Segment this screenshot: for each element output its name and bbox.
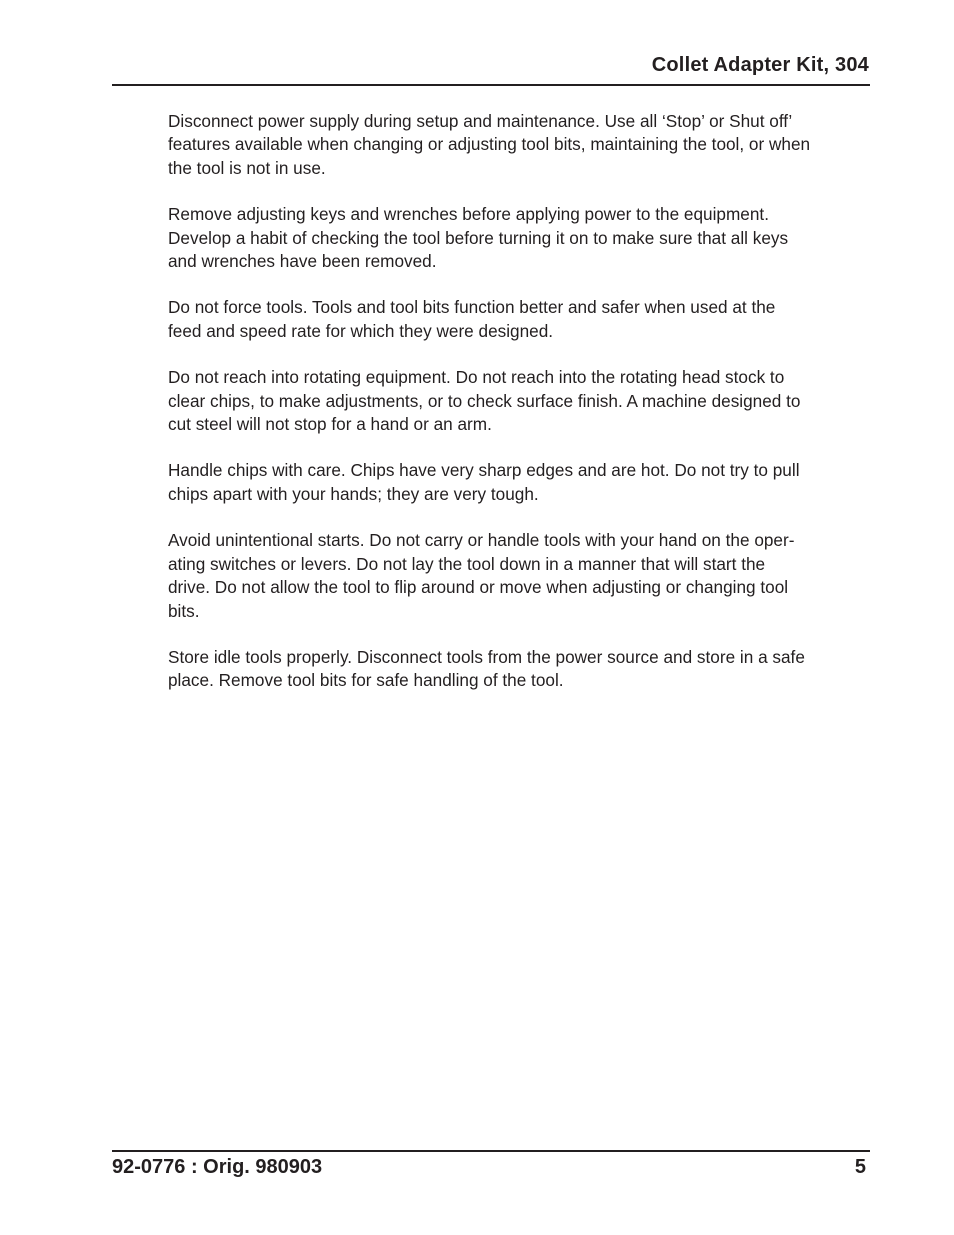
header-rule [112,84,870,86]
paragraph-store-idle-tools: Store idle tools properly. Disconnect tools from the power source and store in a safe place. Remove tool bits for safe handling of the tool. [168,646,805,691]
paragraph-handle-chips: Handle chips with care. Chips have very sharp edges and are hot. Do not try to pull chips apart with your hands; they are very tough. [168,460,800,504]
paragraph-remove-keys: Remove adjusting keys and wrenches before applying power to the equipment. Develop a habit of checking the tool before turning it on to make sure that all keys and wrenches have been removed. [168,204,789,272]
paragraph-unintentional-starts: Avoid unintentional starts. Do not carry or handle tools with your hand on the oper- ating switches or levers. Do not lay the tool down in a manner that will start the drive. Do not allow the tool to flip around or move when adjusting or changing tool bits. [168,530,795,621]
document-id: 92-0776 : Orig. 980903 [112,1156,323,1178]
paragraph-disconnect-power: Disconnect power supply during setup and maintenance. Use all ‘Stop’ or Shut off’ features available when changing or adjusting tool bits, maintaining the tool, or when the tool is not in use. [168,111,811,178]
page-number: 5 [854,1156,866,1178]
paragraph-rotating-equipment: Do not reach into rotating equipment. Do not reach into the rotating head stock to clear chips, to make adjustments, or to check surface finish. A machine designed to cut steel will not stop for a hand or an arm. [168,367,801,435]
paragraph-do-not-force: Do not force tools. Tools and tool bits function better and safer when used at the feed and speed rate for which they were designed. [168,297,776,341]
footer-rule [112,1150,870,1152]
body-text [168,110,870,716]
page-header-title: Collet Adapter Kit, 304 [651,54,869,76]
